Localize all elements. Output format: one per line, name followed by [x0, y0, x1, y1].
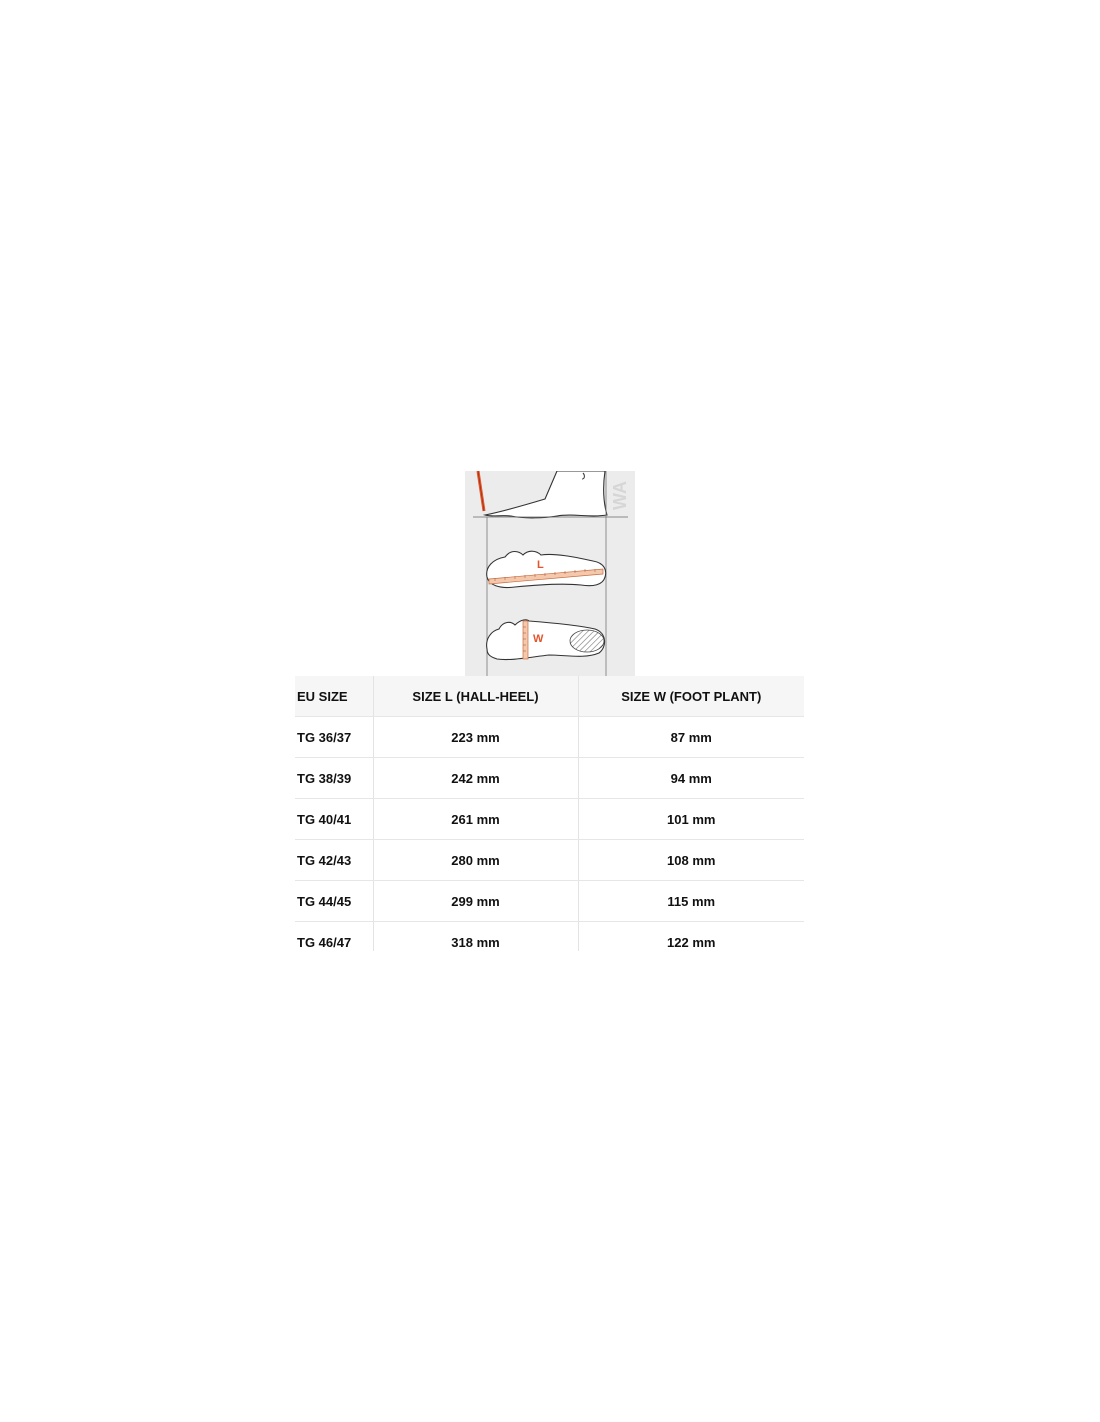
table-row: [295, 881, 804, 922]
watermark-logo: [608, 472, 630, 512]
foot-length-icon: [487, 551, 606, 587]
foot-plant-area: [570, 630, 604, 652]
eu-size-cell: TG 46/47: [295, 922, 373, 952]
size-w-cell: 94 mm: [578, 758, 804, 799]
size-l-cell: 318 mm: [373, 922, 578, 952]
header-size-l: SIZE L (HALL-HEEL): [373, 676, 578, 717]
table-row: [295, 717, 804, 758]
table-row: [295, 840, 804, 881]
foot-width-icon: [487, 620, 605, 660]
length-label: L: [537, 559, 544, 571]
header-eu-size: EU SIZE: [295, 676, 373, 717]
size-w-cell: 122 mm: [578, 922, 804, 952]
size-w-cell: 101 mm: [578, 799, 804, 840]
size-l-cell: 299 mm: [373, 881, 578, 922]
header-size-w: SIZE W (FOOT PLANT): [578, 676, 804, 717]
size-chart-table-container: [295, 676, 804, 951]
size-l-cell: 261 mm: [373, 799, 578, 840]
size-l-cell: 223 mm: [373, 717, 578, 758]
svg-text:WA: WA: [610, 481, 630, 510]
table-row: [295, 799, 804, 840]
width-label: W: [533, 633, 544, 645]
size-chart-table: [295, 676, 804, 951]
eu-size-cell: TG 40/41: [295, 799, 373, 840]
size-w-cell: 115 mm: [578, 881, 804, 922]
table-row: [295, 758, 804, 799]
eu-size-cell: TG 42/43: [295, 840, 373, 881]
eu-size-cell: TG 44/45: [295, 881, 373, 922]
side-foot-icon: [478, 471, 607, 518]
size-w-cell: 87 mm: [578, 717, 804, 758]
table-row: [295, 922, 804, 952]
size-w-cell: 108 mm: [578, 840, 804, 881]
size-l-cell: 280 mm: [373, 840, 578, 881]
table-header-row: [295, 676, 804, 717]
eu-size-cell: TG 38/39: [295, 758, 373, 799]
size-l-cell: 242 mm: [373, 758, 578, 799]
eu-size-cell: TG 36/37: [295, 717, 373, 758]
